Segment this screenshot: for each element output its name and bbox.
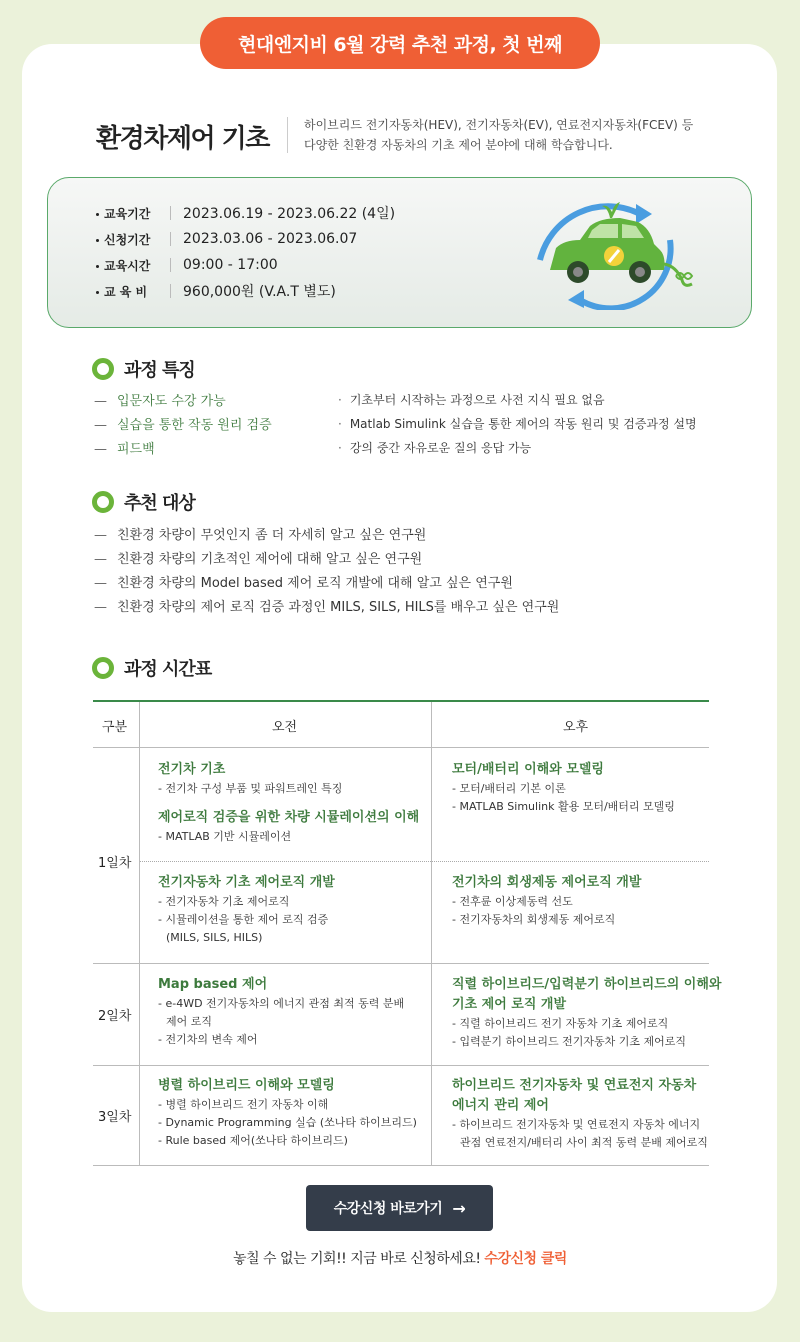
info-value: 960,000원 (V.A.T 별도) <box>183 284 336 300</box>
target-item: — 친환경 차량의 Model based 제어 로직 개발에 대해 알고 싶은 연구원 <box>94 572 513 591</box>
title-divider <box>287 117 288 153</box>
info-separator <box>170 284 171 298</box>
schedule-cell-d3-pm <box>452 1076 722 1152</box>
cell-line: - 하이브리드 전기자동차 및 연료전지 자동차 에너지 <box>452 1118 701 1131</box>
banner-pill: 현대엔지비 6월 강력 추천 과정, 첫 번째 <box>200 17 600 69</box>
cell-line: - 전기자동차의 회생제동 제어로직 <box>452 913 616 926</box>
info-key: 교육기간 <box>104 205 164 222</box>
cell-line: - 모터/배터리 기본 이론 <box>452 782 566 795</box>
features-section-title <box>92 356 195 382</box>
cell-line: - 전후륜 이상제동력 선도 <box>452 895 573 908</box>
section-bullet-icon <box>92 657 114 679</box>
cell-line: - Dynamic Programming 실습 (쏘나타 하이브리드) <box>158 1116 417 1129</box>
register-button-label: 수강신청 바로가기 <box>333 1201 443 1217</box>
info-separator <box>170 206 171 220</box>
cell-heading: 병렬 하이브리드 이해와 모델링 <box>158 1078 335 1093</box>
cell-line: - Rule based 제어(쏘나타 하이브리드) <box>158 1134 348 1147</box>
course-description <box>304 115 724 155</box>
info-value: 09:00 - 17:00 <box>183 257 278 273</box>
table-divider <box>93 1065 709 1066</box>
cell-line: - 입력분기 하이브리드 전기자동차 기초 제어로직 <box>452 1035 686 1048</box>
feature-detail: · Matlab Simulink 실습을 통한 제어의 작동 원리 및 검증과정 설명 <box>338 415 697 432</box>
feature-item: — 피드백 <box>94 438 155 457</box>
table-divider <box>93 963 709 964</box>
target-item: — 친환경 차량이 무엇인지 좀 더 자세히 알고 싶은 연구원 <box>94 524 426 543</box>
targets-section-title <box>92 489 195 515</box>
info-key: 교 육 비 <box>104 283 164 300</box>
schedule-cell-d3-am <box>158 1076 428 1150</box>
section-title-text: 과정 특징 <box>124 360 195 381</box>
schedule-cell-d2-am <box>158 975 428 1049</box>
cell-line: (MILS, SILS, HILS) <box>166 931 263 944</box>
feature-item: — 실습을 통한 작동 원리 검증 <box>94 414 272 433</box>
table-column-divider <box>431 702 432 1165</box>
section-bullet-icon <box>92 358 114 380</box>
table-header-category: 구분 <box>102 720 128 735</box>
section-bullet-icon <box>92 491 114 513</box>
schedule-cell-d1-pm-1 <box>452 760 707 816</box>
cell-heading: 전기자동차 기초 제어로직 개발 <box>158 875 335 890</box>
cell-heading: Map based 제어 <box>158 977 268 992</box>
cell-heading: 직렬 하이브리드/입력분기 하이브리드의 이해와 <box>452 977 722 992</box>
info-separator <box>170 232 171 246</box>
cell-line: - 전기차 구성 부품 및 파워트레인 특징 <box>158 782 343 795</box>
target-item: — 친환경 차량의 기초적인 제어에 대해 알고 싶은 연구원 <box>94 548 422 567</box>
cell-line: - 직렬 하이브리드 전기 자동차 기초 제어로직 <box>452 1017 669 1030</box>
cell-line: 제어 로직 <box>166 1015 213 1028</box>
cell-line: - 전기자동차 기초 제어로직 <box>158 895 290 908</box>
cell-line: 관점 연료전지/배터리 사이 최적 동력 분배 제어로직 <box>460 1136 708 1149</box>
table-header-afternoon: 오후 <box>563 720 589 735</box>
section-title-text: 추천 대상 <box>124 493 195 514</box>
day-label: 1일차 <box>98 856 132 871</box>
schedule-cell-d1-pm-2 <box>452 873 707 929</box>
cell-heading: 전기차의 회생제동 제어로직 개발 <box>452 875 642 890</box>
table-dotted-divider <box>140 861 709 862</box>
eco-car-illustration <box>520 200 700 310</box>
info-value: 2023.06.19 - 2023.06.22 (4일) <box>183 206 396 222</box>
cell-line: - 전기차의 변속 제어 <box>158 1033 258 1046</box>
cell-line: - MATLAB Simulink 활용 모터/배터리 모델링 <box>452 800 675 813</box>
cell-heading: 전기차 기초 <box>158 762 226 777</box>
info-row-apply <box>56 229 357 249</box>
info-separator <box>170 258 171 272</box>
feature-detail: · 기초부터 시작하는 과정으로 사전 지식 필요 없음 <box>338 391 605 408</box>
description-line: 다양한 친환경 자동차의 기초 제어 분야에 대해 학습합니다. <box>304 138 613 152</box>
table-divider <box>93 747 709 748</box>
cell-heading: 하이브리드 전기자동차 및 연료전지 자동차 <box>452 1078 697 1093</box>
cell-heading: 모터/배터리 이해와 모델링 <box>452 762 604 777</box>
section-title-text: 과정 시간표 <box>124 659 212 680</box>
cell-line: - 시뮬레이션을 통한 제어 로직 검증 <box>158 913 329 926</box>
info-key: 교육시간 <box>104 257 164 274</box>
register-link[interactable]: 수강신청 클릭 <box>484 1251 567 1267</box>
info-value: 2023.03.06 - 2023.06.07 <box>183 231 358 247</box>
table-divider <box>93 1165 709 1166</box>
course-title: 환경차제어 기초 <box>96 124 269 154</box>
schedule-section-title <box>92 655 211 681</box>
cell-heading: 에너지 관리 제어 <box>452 1098 549 1113</box>
table-header-morning: 오전 <box>272 720 298 735</box>
day-label: 3일차 <box>98 1110 132 1125</box>
info-row-period <box>56 203 395 223</box>
cell-line: - MATLAB 기반 시뮬레이션 <box>158 830 292 843</box>
day-label: 2일차 <box>98 1009 132 1024</box>
schedule-cell-d1-am-1 <box>158 760 423 846</box>
arrow-right-icon: → <box>452 1198 466 1218</box>
register-button[interactable] <box>306 1185 493 1231</box>
cell-heading: 제어로직 검증을 위한 차량 시뮬레이션의 이해 <box>158 810 420 825</box>
table-column-divider <box>139 702 140 1165</box>
info-row-time <box>56 255 278 275</box>
feature-item: — 입문자도 수강 가능 <box>94 390 226 409</box>
schedule-cell-d2-pm <box>452 975 722 1051</box>
description-line: 하이브리드 전기자동차(HEV), 전기자동차(EV), 연료전지자동차(FCEV) 등 <box>304 118 694 132</box>
table-top-border <box>93 700 709 702</box>
info-row-fee <box>56 281 336 301</box>
target-item: — 친환경 차량의 제어 로직 검증 과정인 MILS, SILS, HILS를 배우고 싶은 연구원 <box>94 596 559 615</box>
cell-line: - e-4WD 전기자동차의 에너지 관점 최적 동력 분배 <box>158 997 405 1010</box>
footer-message <box>0 1248 800 1268</box>
cell-heading: 기초 제어 로직 개발 <box>452 997 567 1012</box>
feature-detail: · 강의 중간 자유로운 질의 응답 가능 <box>338 439 531 456</box>
cell-line: - 병렬 하이브리드 전기 자동차 이해 <box>158 1098 329 1111</box>
schedule-cell-d1-am-2 <box>158 873 423 947</box>
info-key: 신청기간 <box>104 231 164 248</box>
footer-text: 놓칠 수 없는 기회!! 지금 바로 신청하세요! <box>233 1251 485 1267</box>
